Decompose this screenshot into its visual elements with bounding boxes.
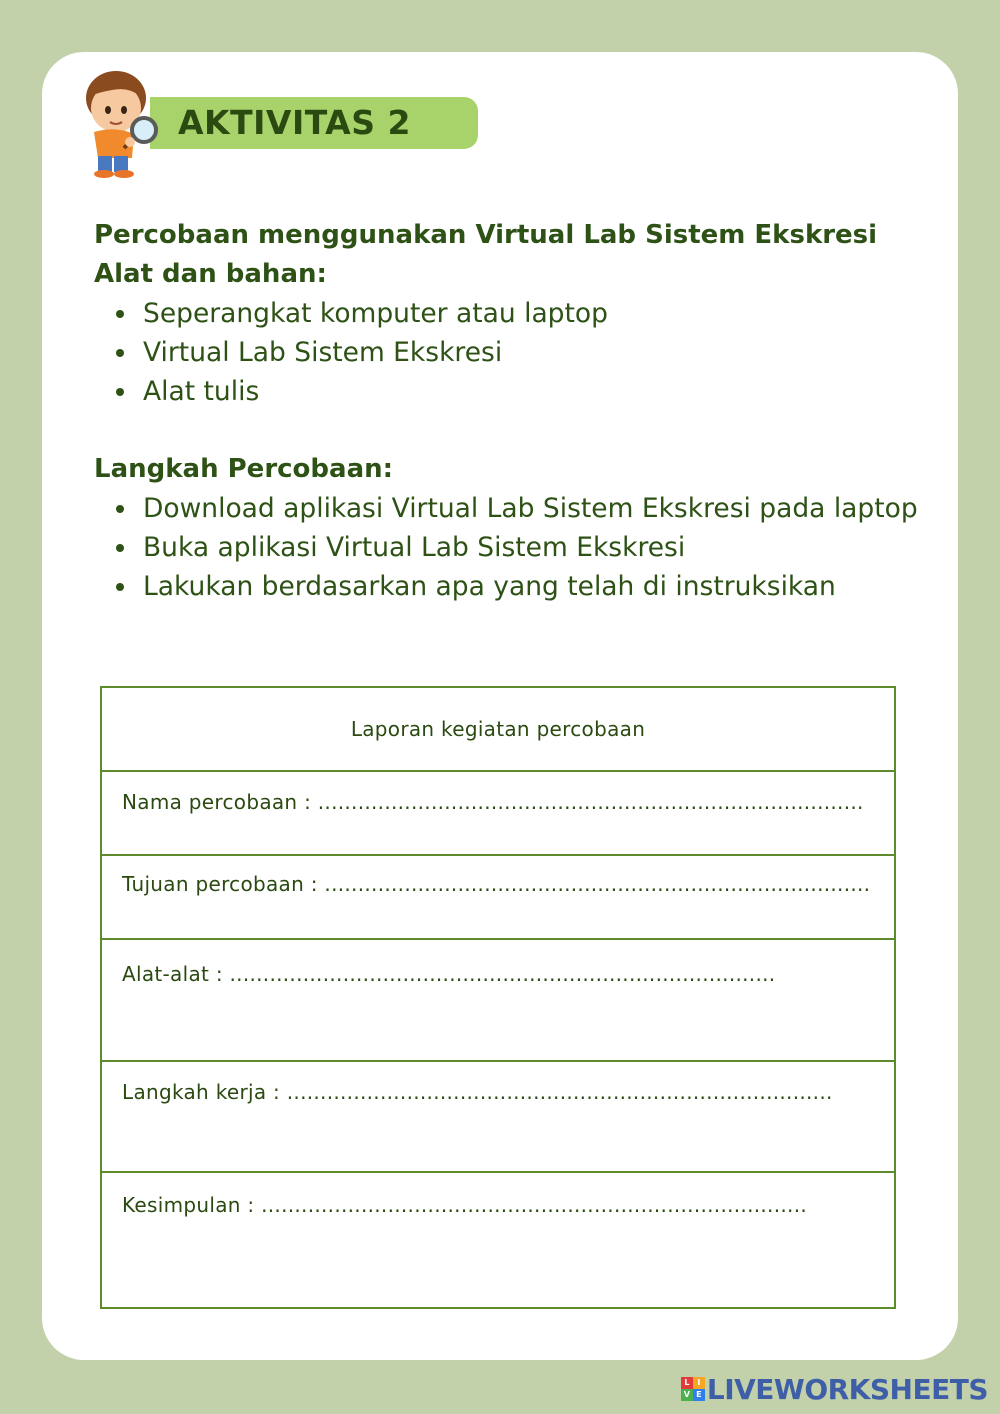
field-nama-percobaan: Nama percobaan : ..................................................................................: [122, 790, 864, 814]
logo-letter: V: [681, 1389, 693, 1401]
steps-heading: Langkah Percobaan:: [94, 454, 394, 484]
field-langkah-kerja: Langkah kerja : ..................................................................................: [122, 1080, 833, 1104]
liveworksheets-brand: LIVEWORKSHEETS: [706, 1372, 988, 1406]
report-row-alat[interactable]: [102, 940, 894, 1062]
experiment-heading: Percobaan menggunakan Virtual Lab Sistem Ekskresi: [94, 220, 878, 250]
materials-list: [94, 294, 954, 411]
list-item: Alat tulis: [94, 372, 954, 411]
list-item: Lakukan berdasarkan apa yang telah di instruksikan: [94, 567, 954, 606]
list-item: Buka aplikasi Virtual Lab Sistem Ekskresi: [94, 528, 954, 567]
list-item: Seperangkat komputer atau laptop: [94, 294, 954, 333]
logo-letter: I: [693, 1377, 705, 1389]
report-header-row: [102, 688, 894, 772]
report-table: [100, 686, 896, 1309]
report-row-nama[interactable]: [102, 772, 894, 856]
report-row-kesimpulan[interactable]: [102, 1173, 894, 1311]
report-row-tujuan[interactable]: [102, 856, 894, 940]
logo-letter: L: [681, 1377, 693, 1389]
report-row-langkah[interactable]: [102, 1062, 894, 1173]
field-tujuan-percobaan: Tujuan percobaan : ..................................................................................: [122, 872, 871, 896]
report-title: Laporan kegiatan percobaan: [350, 717, 646, 741]
steps-list: [94, 489, 954, 606]
list-item: Virtual Lab Sistem Ekskresi: [94, 333, 954, 372]
instructions: [94, 216, 954, 606]
activity-title: AKTIVITAS 2: [178, 103, 411, 142]
liveworksheets-footer[interactable]: [681, 1374, 988, 1404]
field-kesimpulan: Kesimpulan : ..................................................................................: [122, 1193, 808, 1217]
boy-magnifier-illustration: [72, 68, 164, 180]
list-item: Download aplikasi Virtual Lab Sistem Ekskresi pada laptop: [94, 489, 954, 528]
field-alat-alat: Alat-alat : ..................................................................................: [122, 962, 776, 986]
materials-heading: Alat dan bahan:: [94, 259, 327, 289]
liveworksheets-logo-icon: [681, 1377, 705, 1401]
logo-letter: E: [693, 1389, 705, 1401]
